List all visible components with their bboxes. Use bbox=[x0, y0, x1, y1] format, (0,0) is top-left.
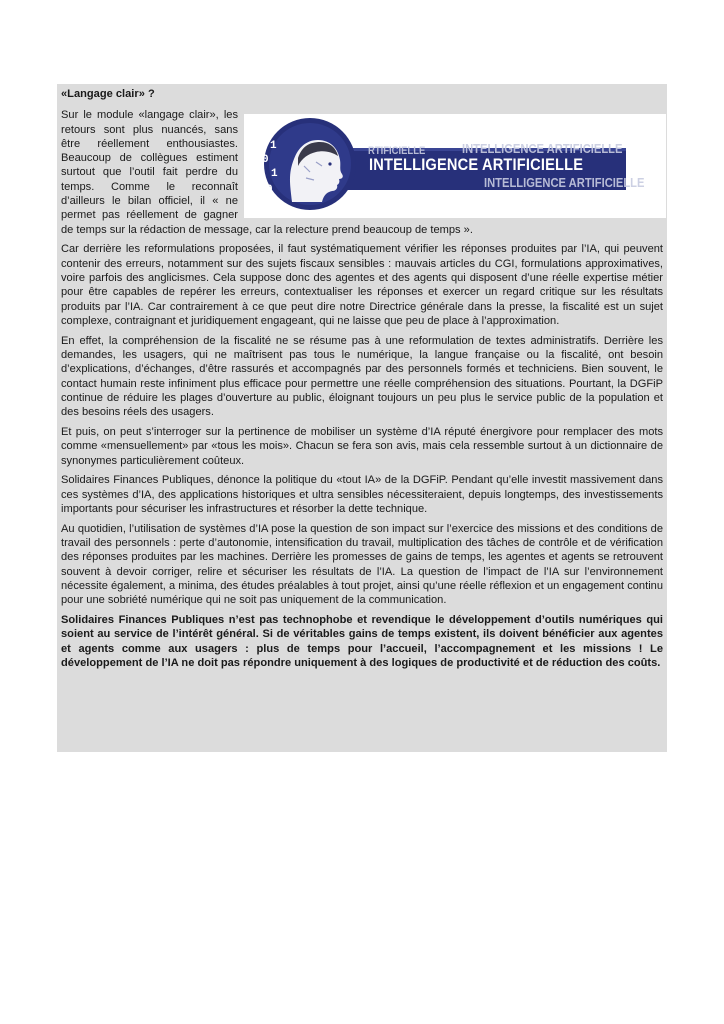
svg-text:1: 1 bbox=[270, 140, 277, 153]
svg-text:1: 1 bbox=[271, 168, 278, 181]
paragraph-conclusion: Solidaires Finances Publiques n’est pas technophobe et revendique le développement d’outils numériques qui soient au service de l’intérêt général. Si de véritables gains de temps existent, ils doivent bénéficier aux agentes et agents comme aux usagers : plus de temps pour l’accueil, l’accompagnement et les missions ! Le développement de l’IA ne doit pas répondre uniquement à des logiques de productivité et de réduction des coûts. bbox=[61, 614, 663, 669]
paragraph-3: En effet, la compréhension de la fiscalité ne se résume pas à une reformulation de textes administratifs. Derrière les demandes, les usagers, qui ne maîtrisent pas tous le numérique, la langue française ou la fiscalité, ont besoin d’explications, d’échanges, d’être rassurés et accompagnés par des personnels formés et techniciens. Bien souvent, le contact humain reste infiniment plus efficace pour permettre une réelle compréhension des situations. Pourtant, la DGFiP continue de réduire les plages d’ouverture au public, éloignant toujours un peu plus le service public de la population et des besoins réels des usagers. bbox=[61, 334, 663, 419]
banner-title: INTELLIGENCE ARTIFICIELLE bbox=[369, 155, 584, 175]
ai-banner bbox=[244, 114, 666, 218]
paragraph-1: Sur le module «langage clair», les retours sont plus nuancés, sans être réellement enthousiastes. Beaucoup de collègues estiment surtout que l’outil fait perdre du temps. Comme le reconnaît d’ailleurs le bilan officiel, il « ne permet pas réellement de gagner de temps sur la rédaction de message, car la relecture prend beaucoup de temps ». bbox=[61, 109, 473, 236]
article-title: «Langage clair» ? bbox=[61, 88, 155, 100]
paragraph-2: Car derrière les reformulations proposées, il faut systématiquement vérifier les réponses produites par l’IA, qui peuvent contenir des erreurs, notamment sur des sujets fiscaux sensibles : mauvais articles du CGI, formulations approximatives, voire parfois des anglicismes. Cela suppose donc des agentes et des agents qui disposent d’une réelle expertise métier pour être capables de repérer les erreurs, contextualiser les réponses et exercer un regard critique sur les résultats produits par l’IA. Car contrairement à ce que peut dire notre Directrice générale dans la presse, la fiscalité est un sujet complexe, contraignant et juridiquement engageant, qui ne laisse que peu de place à l’approximation. bbox=[61, 243, 663, 327]
svg-text:0: 0 bbox=[262, 154, 269, 167]
banner-ghost-text-top: INTELLIGENCE ARTIFICIELLE bbox=[462, 141, 623, 157]
banner-ghost-text-bottom: INTELLIGENCE ARTIFICIELLE bbox=[484, 175, 645, 191]
banner-ghost-text-left: RTIFICIELLE bbox=[368, 145, 426, 158]
svg-text:0: 0 bbox=[266, 184, 273, 197]
article-panel bbox=[57, 84, 667, 752]
paragraph-4: Et puis, on peut s’interroger sur la pertinence de mobiliser un système d’IA réputé énergivore pour remplacer des mots comme «mensuellement» par «tous les mois». Chacun se fera son avis, mais cela ressemble surtout à un dictionnaire de synonymes particulièrement coûteux. bbox=[61, 426, 663, 467]
paragraph-5: Solidaires Finances Publiques, dénonce la politique du «tout IA» de la DGFiP. Pendant qu’elle investit massivement dans ces systèmes d’IA, des applications historiques et ultra sensibles nécessiteraient, depuis longtemps, des investissements importants pour sécuriser les infrastructures et résorber la dette technique. bbox=[61, 474, 663, 516]
svg-text:0: 0 bbox=[264, 126, 271, 139]
paragraph-6: Au quotidien, l’utilisation de systèmes d’IA pose la question de son impact sur l’exercice des missions et des conditions de travail des personnels : perte d’autonomie, intensification du travail, multiplication des tâches de contrôle et de vérification des réponses produites par les machines. Derrière les promesses de gains de temps, les agentes et agents se retrouvent souvent à devoir corriger, relire et sécuriser les résultats de l’IA. La question de l’impact de l’IA sur l’environnement nécessite également, a minima, des études préalables à tout projet, ainsi qu’une réelle réflexion et un engagement continu pour une sobriété numérique qui ne soit pas uniquement de la communication. bbox=[61, 522, 663, 607]
